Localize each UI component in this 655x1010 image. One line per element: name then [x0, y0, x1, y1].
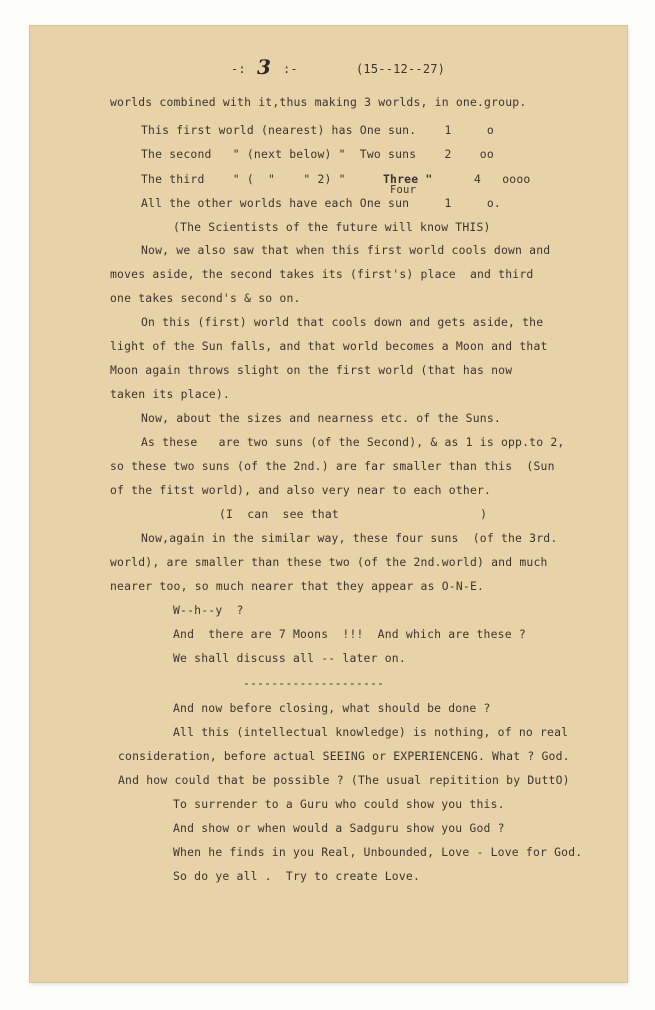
text-line: As these are two suns (of the Second), & as 1 is opp.to 2,: [141, 435, 565, 449]
text-line: 4 oooo: [474, 172, 531, 186]
text-line: Now,again in the similar way, these four suns (of the 3rd.: [141, 531, 558, 545]
text-line: moves aside, the second takes its (first's) place and third: [110, 267, 534, 281]
text-line: Now, about the sizes and nearness etc. of the Suns.: [141, 411, 501, 425]
text-line: nearer too, so much nearer that they appear as O-N-E.: [110, 579, 485, 593]
text-line: one takes second's & so on.: [110, 291, 301, 305]
text-line: And show or when would a Sadguru show you God ?: [173, 821, 505, 835]
text-line: W--h--y ?: [173, 603, 244, 617]
text-line: To surrender to a Guru who could show you this.: [173, 797, 505, 811]
header-left-mark: -:: [231, 62, 246, 76]
text-line: so these two suns (of the 2nd.) are far smaller than this (Sun: [110, 459, 555, 473]
text-line: On this (first) world that cools down and gets aside, the: [141, 315, 544, 329]
text-line: Moon again throws slight on the first world (that has now: [110, 363, 513, 377]
document-page: [30, 26, 627, 982]
text-line: light of the Sun falls, and that world becomes a Moon and that: [110, 339, 548, 353]
page-number: 3: [257, 55, 272, 79]
struck-word: Three ": [383, 172, 433, 186]
text-line: (The Scientists of the future will know THIS): [173, 220, 491, 234]
text-line: worlds combined with it,thus making 3 worlds, in one.group.: [110, 95, 527, 109]
text-line: (I can see that ): [219, 507, 488, 521]
inserted-word: Four: [390, 184, 417, 196]
text-line: We shall discuss all -- later on.: [173, 651, 406, 665]
text-line: So do ye all . Try to create Love.: [173, 869, 421, 883]
text-line: All the other worlds have each One sun 1 o.: [141, 196, 501, 210]
text-line: And how could that be possible ? (The usual repitition by DuttO): [118, 773, 570, 787]
header-date: (15--12--27): [356, 62, 446, 76]
text-line: When he finds in you Real, Unbounded, Love - Love for God.: [173, 845, 583, 859]
text-line: And now before closing, what should be done ?: [173, 701, 491, 715]
text-line: All this (intellectual knowledge) is nothing, of no real: [173, 725, 569, 739]
text-line: Now, we also saw that when this first world cools down and: [141, 243, 551, 257]
header-right-mark: :-: [283, 62, 298, 76]
text-line: The second " (next below) " Two suns 2 oo: [141, 147, 494, 161]
text-line: And there are 7 Moons !!! And which are these ?: [173, 627, 526, 641]
text-line: The third " ( " " 2) ": [141, 172, 346, 186]
text-line: of the fitst world), and also very near to each other.: [110, 483, 492, 497]
text-line: taken its place).: [110, 387, 230, 401]
divider-line: --------------------: [243, 676, 385, 690]
text-line: This first world (nearest) has One sun. 1 o: [141, 123, 494, 137]
text-line: world), are smaller than these two (of the 2nd.world) and much: [110, 555, 548, 569]
text-line: consideration, before actual SEEING or EXPERIENCENG. What ? God.: [118, 749, 570, 763]
